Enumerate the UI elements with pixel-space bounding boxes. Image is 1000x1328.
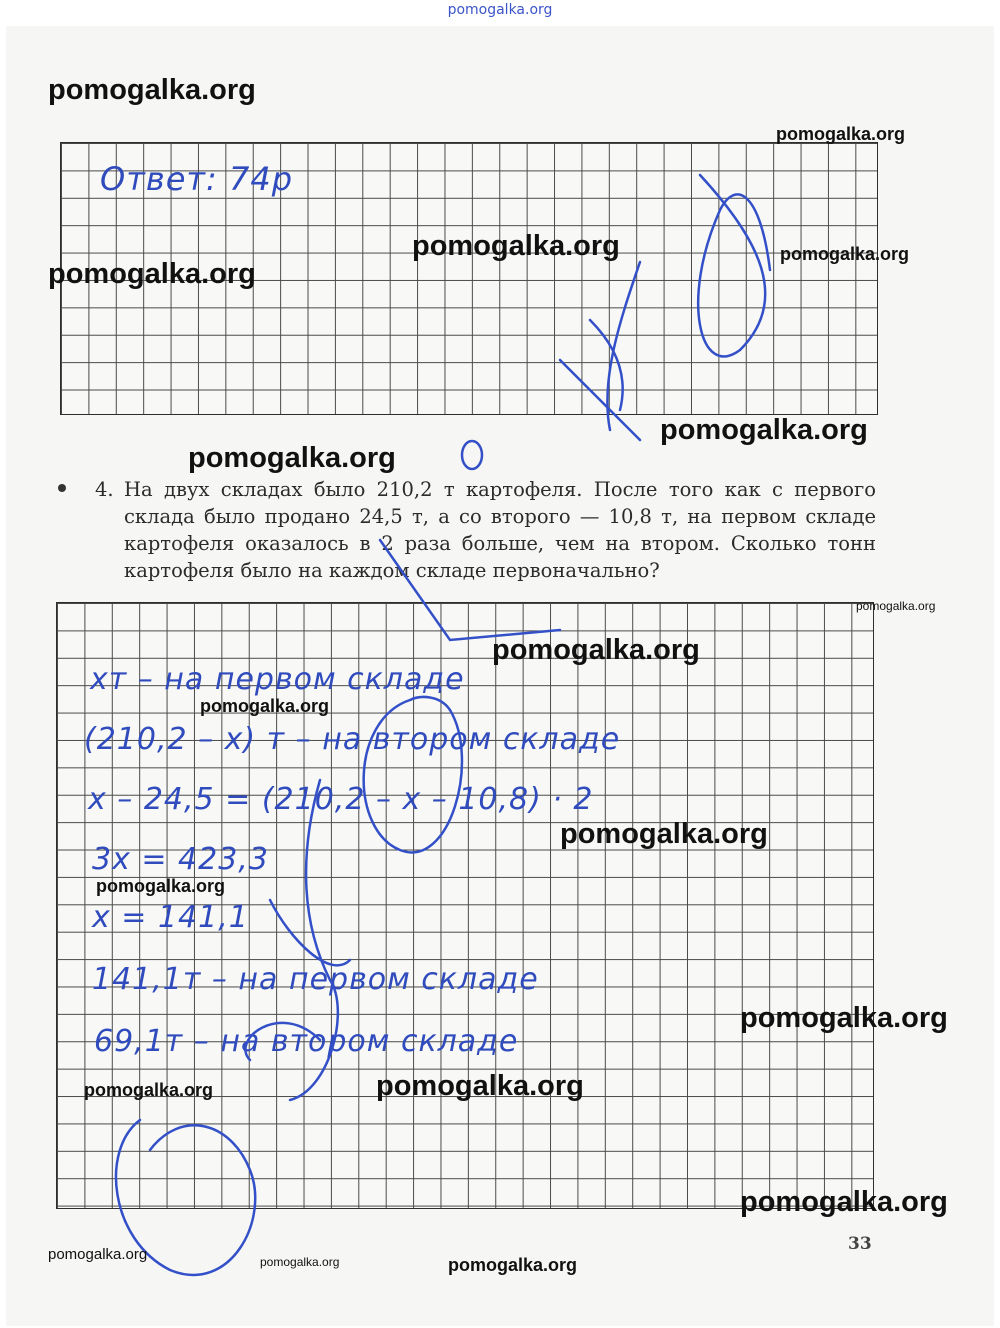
answer-text: Ответ: 74р <box>100 160 293 198</box>
solution-line-5: x = 141,1 <box>92 900 249 935</box>
watermark: pomogalka.org <box>260 1255 340 1269</box>
watermark: pomogalka.org <box>376 1070 584 1102</box>
watermark: pomogalka.org <box>560 818 768 850</box>
watermark: pomogalka.org <box>84 1080 214 1100</box>
watermark: pomogalka.org <box>412 230 620 262</box>
watermark: pomogalka.org <box>48 74 256 106</box>
task-text: На двух складах было 210,2 т картофеля. После того как с первого склада было продано 24,5 т, а со второго — 10,8 т, на первом складе картофеля оказалось в 2 раза больше, чем на втором. Сколько тонн картофеля было на каждом складе первоначально? <box>124 478 876 582</box>
watermark: pomogalka.org <box>780 244 910 264</box>
watermark: pomogalka.org <box>740 1186 948 1218</box>
watermark: pomogalka.org <box>776 124 906 144</box>
solution-line-2: (210,2 – x) т – на втором складе <box>84 722 621 757</box>
task-number: 4. <box>95 478 114 501</box>
task-bullet <box>58 484 66 492</box>
watermark: pomogalka.org <box>448 1255 578 1275</box>
watermark: pomogalka.org <box>856 599 936 613</box>
watermark: pomogalka.org <box>660 414 868 446</box>
top-source-label: pomogalka.org <box>447 2 553 18</box>
watermark: pomogalka.org <box>188 442 396 474</box>
watermark: pomogalka.org <box>48 258 256 290</box>
solution-line-4: 3x = 423,3 <box>92 842 269 877</box>
solution-line-1: xт – на первом складе <box>90 662 465 697</box>
watermark: pomogalka.org <box>492 634 700 666</box>
watermark: pomogalka.org <box>96 876 226 896</box>
watermark: pomogalka.org <box>740 1002 948 1034</box>
solution-line-3: x – 24,5 = (210,2 – x – 10,8) · 2 <box>88 782 594 817</box>
watermark: pomogalka.org <box>200 696 330 716</box>
solution-line-6: 141,1т – на первом складе <box>92 962 539 997</box>
page-number: 33 <box>848 1234 872 1254</box>
solution-line-7: 69,1т – на втором складе <box>94 1024 519 1059</box>
watermark: pomogalka.org <box>48 1246 148 1263</box>
